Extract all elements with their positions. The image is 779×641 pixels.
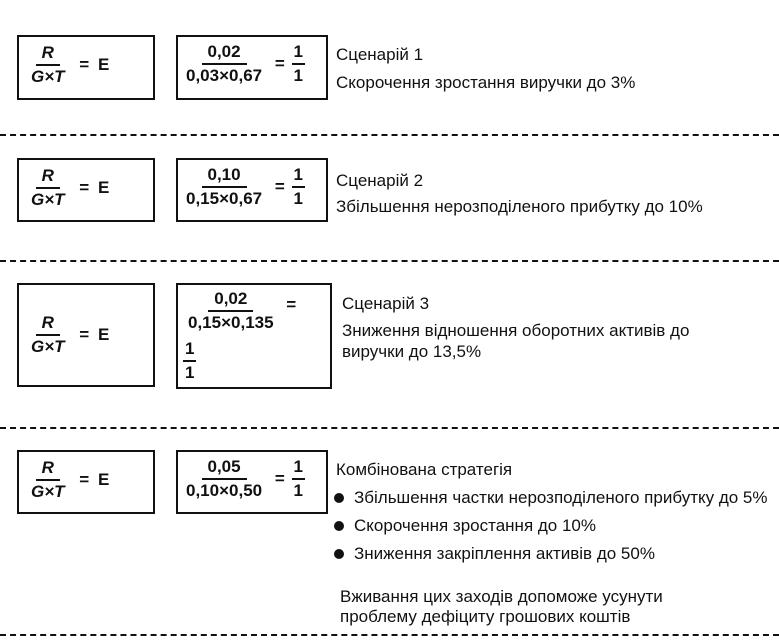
scenario-3-title: Сценарій 3 bbox=[342, 294, 430, 313]
formula-equals: = bbox=[79, 470, 90, 489]
calc-equals: = bbox=[286, 295, 297, 314]
calc-equals: = bbox=[274, 177, 285, 196]
list-item: Зниження закріплення активів до 50% bbox=[332, 543, 772, 565]
left-formula-box-4 bbox=[17, 450, 155, 514]
dashed-separator-3 bbox=[0, 427, 779, 429]
formula-denominator: G×T bbox=[31, 67, 65, 86]
list-item: Скорочення зростання до 10% bbox=[332, 515, 772, 537]
formula-result: E bbox=[97, 55, 110, 74]
formula-numerator: R bbox=[36, 43, 60, 66]
calc-equals: = bbox=[274, 469, 285, 488]
left-formula-box-1 bbox=[17, 35, 155, 100]
formula-denominator: G×T bbox=[31, 337, 65, 356]
dashed-separator-4 bbox=[0, 634, 779, 636]
calc-formula-2 bbox=[180, 165, 305, 209]
calc-formula-4 bbox=[180, 457, 305, 501]
formula-denominator: G×T bbox=[31, 190, 65, 209]
list-item: Збільшення частки нерозподіленого прибутку до 5% bbox=[332, 487, 772, 509]
ratio-3 bbox=[183, 339, 196, 383]
dashed-separator-2 bbox=[0, 260, 779, 262]
calc-numerator: 0,02 bbox=[208, 289, 253, 312]
calc-denominator: 0,15×0,135 bbox=[188, 313, 274, 332]
ratio-denominator: 1 bbox=[293, 189, 303, 208]
left-formula bbox=[25, 313, 113, 357]
ratio-numerator: 1 bbox=[183, 339, 196, 362]
ratio-numerator: 1 bbox=[292, 165, 305, 188]
calc-numerator: 0,10 bbox=[202, 165, 247, 188]
dashed-separator-1 bbox=[0, 134, 779, 136]
formula-result: E bbox=[97, 178, 110, 197]
left-formula bbox=[25, 43, 113, 87]
combined-strategy-list bbox=[332, 487, 772, 565]
ratio-numerator: 1 bbox=[292, 457, 305, 480]
formula-numerator: R bbox=[36, 313, 60, 336]
calc-denominator: 0,03×0,67 bbox=[186, 66, 263, 85]
scenario-1-description: Скорочення зростання виручки до 3% bbox=[336, 73, 636, 92]
formula-equals: = bbox=[79, 178, 90, 197]
formula-equals: = bbox=[79, 55, 90, 74]
calc-denominator: 0,15×0,67 bbox=[186, 189, 263, 208]
calc-numerator: 0,05 bbox=[202, 457, 247, 480]
calc-formula-1 bbox=[180, 42, 305, 86]
combined-strategy-title: Комбінована стратегія bbox=[336, 460, 513, 479]
ratio-denominator: 1 bbox=[185, 363, 195, 382]
left-formula-box-2 bbox=[17, 158, 155, 222]
calc-formula-3 bbox=[182, 289, 298, 333]
calc-box-2 bbox=[176, 158, 328, 222]
formula-result: E bbox=[97, 470, 110, 489]
calc-box-4 bbox=[176, 450, 328, 514]
formula-result: E bbox=[97, 325, 110, 344]
left-formula bbox=[25, 166, 113, 210]
formula-denominator: G×T bbox=[31, 482, 65, 501]
scenario-3-description-line-1: Зниження відношення оборотних активів до bbox=[342, 321, 690, 340]
scenario-1-title: Сценарій 1 bbox=[336, 45, 424, 64]
conclusion-line-1: Вживання цих заходів допоможе усунути bbox=[340, 587, 663, 606]
left-formula-box-3 bbox=[17, 283, 155, 387]
ratio-denominator: 1 bbox=[293, 481, 303, 500]
calc-box-1 bbox=[176, 35, 328, 100]
calc-denominator: 0,10×0,50 bbox=[186, 481, 263, 500]
scenario-3-description-line-2: виручки до 13,5% bbox=[342, 342, 482, 361]
conclusion-line-2: проблему дефіциту грошових коштів bbox=[340, 607, 631, 626]
ratio-numerator: 1 bbox=[292, 42, 305, 65]
formula-numerator: R bbox=[36, 166, 60, 189]
left-formula bbox=[25, 458, 113, 502]
formula-equals: = bbox=[79, 325, 90, 344]
scenario-2-description: Збільшення нерозподіленого прибутку до 10% bbox=[336, 197, 703, 216]
scenario-2-title: Сценарій 2 bbox=[336, 171, 424, 190]
ratio-denominator: 1 bbox=[293, 66, 303, 85]
formula-numerator: R bbox=[36, 458, 60, 481]
calc-box-3 bbox=[176, 283, 332, 389]
calc-equals: = bbox=[274, 54, 285, 73]
calc-numerator: 0,02 bbox=[202, 42, 247, 65]
